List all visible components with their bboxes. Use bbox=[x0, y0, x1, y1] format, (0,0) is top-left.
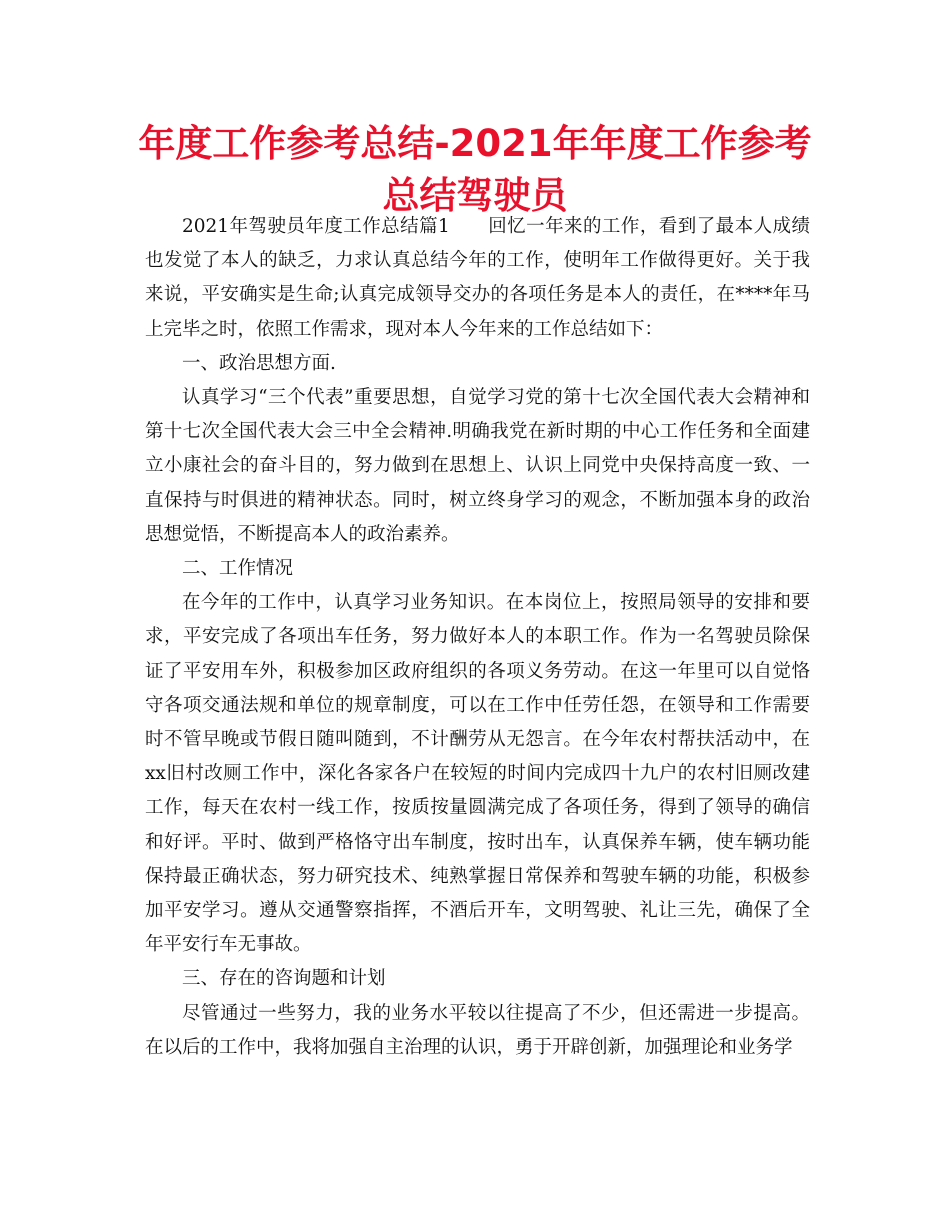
section-heading-work: 二、工作情况 bbox=[182, 558, 294, 580]
politics-paragraph: 认真学习“三个代表”重要思想，自觉学习党的第十七次全国代表大会精神和第十七次全国代表大会三中全会精神.明确我党在新时期的中心工作任务和全面建立小康社会的奋斗目的，努力做到在思想上、认识上同党中央保持高度一致、一直保持与时俱进的精神状态。同时，树立终身学习的观念，不断加强本身的政治思想觉悟，不断提高本人的政治素养。 bbox=[145, 387, 810, 545]
document-body bbox=[145, 210, 810, 1065]
problems-paragraph: 尽管通过一些努力，我的业务水平较以往提高了不少，但还需进一步提高。在以后的工作中，我将加强自主治理的认识，勇于开辟创新，加强理论和业务学 bbox=[145, 1002, 810, 1058]
section-heading-politics: 一、政治思想方面. bbox=[182, 352, 336, 374]
intro-paragraph: 2021年驾驶员年度工作总结篇1 回忆一年来的工作，看到了最本人成绩也发觉了本人的缺乏，力求认真总结今年的工作，使明年工作做得更好。关于我来说，平安确实是生命;认真完成领导交办的各项任务是本人的责任，在****年马上完毕之时，依照工作需求，现对本人今年来的工作总结如下： bbox=[145, 216, 810, 340]
section-heading-problems: 三、存在的咨询题和计划 bbox=[182, 968, 386, 990]
document-title: 年度工作参考总结-2021年年度工作参考总结驾驶员 bbox=[138, 122, 812, 217]
work-paragraph: 在今年的工作中，认真学习业务知识。在本岗位上，按照局领导的安排和要求，平安完成了各项出车任务，努力做好本人的本职工作。作为一名驾驶员除保证了平安用车外，积极参加区政府组织的各项义务劳动。在这一年里可以自觉恪守各项交通法规和单位的规章制度，可以在工作中任劳任怨，在领导和工作需要时不管早晚或节假日随叫随到，不计酬劳从无怨言。在今年农村帮扶活动中，在xx旧村改厕工作中，深化各家各户在较短的时间内完成四十九户的农村旧厕改建工作，每天在农村一线工作，按质按量圆满完成了各项任务，得到了领导的确信和好评。平时、做到严格恪守出车制度，按时出车，认真保养车辆，使车辆功能保持最正确状态，努力研究技术、纯熟掌握日常保养和驾驶车辆的功能，积极参加平安学习。遵从交通警察指挥，不酒后开车，文明驾驶、礼让三先，确保了全年平安行车无事故。 bbox=[145, 592, 810, 956]
